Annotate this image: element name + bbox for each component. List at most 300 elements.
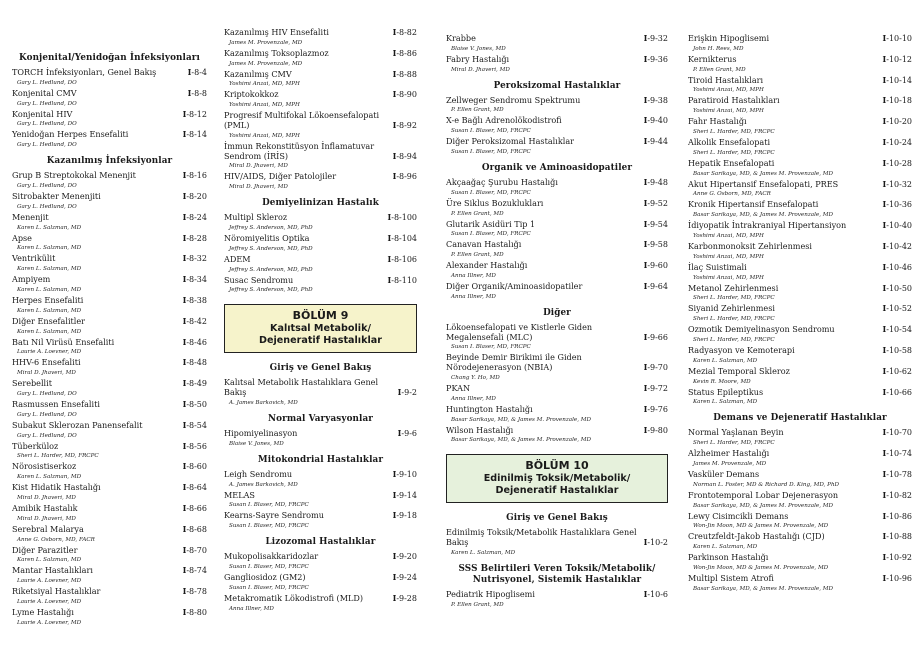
entry-title: Riketsiyal Hastalıklar xyxy=(12,586,101,597)
entry-author: Basar Sarikaya, MD, & James M. Provenzale, MD xyxy=(693,170,833,177)
toc-entry-line xyxy=(224,429,417,439)
entry-page-number: -9-44 xyxy=(647,137,668,147)
entry-page xyxy=(183,213,207,223)
toc-entry-line xyxy=(446,96,668,106)
toc-entry-line xyxy=(688,388,912,398)
toc-entry-line xyxy=(688,96,912,106)
entry-page-prefix: I xyxy=(182,108,187,119)
entry-page xyxy=(882,388,912,398)
entry-author: Karen L. Salzman, MD xyxy=(17,474,82,481)
toc-entry xyxy=(446,55,668,76)
entry-title: Creutzfeldt-Jakob Hastalığı (CJD) xyxy=(688,531,825,542)
entry-author: Basar Sarikaya, MD, & James M. Provenzale, MD xyxy=(693,502,833,509)
entry-page-number: -10-28 xyxy=(886,158,912,168)
entry-page-number: -8-28 xyxy=(186,233,207,243)
entry-page-number: -8-20 xyxy=(186,191,207,201)
entry-author: Gary L. Hedlund, DO xyxy=(17,142,77,149)
entry-page xyxy=(882,159,912,169)
entry-title: Lewy Cisimcikli Demans xyxy=(688,510,789,521)
toc-entry-line xyxy=(446,240,668,250)
toc-entry-line xyxy=(224,491,417,501)
toc-entry xyxy=(446,261,668,282)
entry-page xyxy=(882,76,912,86)
entry-page-number: -9-72 xyxy=(647,383,668,393)
entry-page-number: -8-92 xyxy=(396,120,417,130)
entry-page xyxy=(882,346,912,356)
entry-author: Gary L. Hedlund, DO xyxy=(17,203,77,210)
entry-page xyxy=(882,117,912,127)
entry-page-number: -9-54 xyxy=(647,219,668,229)
entry-page-prefix: I xyxy=(643,537,648,548)
toc-entry xyxy=(224,49,417,70)
entry-page-prefix: I xyxy=(182,606,187,617)
entry-title: Serebral Malarya xyxy=(12,523,84,534)
entry-page xyxy=(644,282,668,292)
entry-author: Susan I. Blaser, MD, FRCPC xyxy=(451,189,531,196)
entry-page-prefix: I xyxy=(643,53,648,64)
entry-page-number: -10-96 xyxy=(886,573,912,583)
entry-author: Susan I. Blaser, MD, FRCPC xyxy=(451,231,531,238)
toc-entry xyxy=(12,442,207,463)
toc-entry xyxy=(224,378,417,409)
entry-page-prefix: I xyxy=(387,253,392,264)
entry-page-prefix: I xyxy=(182,170,187,181)
entry-title: Kronik Hipertansif Ensefalopati xyxy=(688,199,819,210)
entry-title: Rasmussen Ensefaliti xyxy=(12,398,100,409)
entry-page-number: -10-54 xyxy=(886,325,912,335)
toc-entry xyxy=(12,421,207,442)
entry-page-number: -9-36 xyxy=(647,54,668,64)
entry-page-number: -8-68 xyxy=(186,524,207,534)
entry-page-number: -8-104 xyxy=(391,233,417,243)
toc-entry xyxy=(688,34,912,55)
entry-page xyxy=(393,152,417,162)
toc-entry-line xyxy=(12,275,207,285)
entry-page-number: -8-46 xyxy=(186,337,207,347)
entry-page-number: -8-74 xyxy=(186,566,207,576)
entry-page xyxy=(882,532,912,542)
toc-entry-line xyxy=(12,421,207,431)
entry-author: Gary L. Hedlund, DO xyxy=(17,390,77,397)
entry-page-number: -9-76 xyxy=(647,404,668,414)
section-heading: SSS Belirtileri Veren Toksik/Metabolik/ Nutrisyonel, Sistemik Hastalıklar xyxy=(458,563,656,585)
entry-page-prefix: I xyxy=(882,303,887,314)
entry-page-prefix: I xyxy=(643,136,648,147)
entry-title: Akut Hipertansif Ensefalopati, PRES xyxy=(688,178,839,189)
toc-entry xyxy=(446,282,668,303)
toc-entry-line xyxy=(446,55,668,65)
entry-page-number: -10-62 xyxy=(886,366,912,376)
entry-title: Konjenital HIV xyxy=(12,108,73,119)
entry-title: Lökoensefalopati ve Kistlerle Giden Megalensefali (MLC) xyxy=(446,321,593,342)
chapter-box xyxy=(446,454,668,503)
entry-title: Mezial Temporal Skleroz xyxy=(688,365,790,376)
entry-author: A. James Barkovich, MD xyxy=(229,399,298,406)
entry-page-prefix: I xyxy=(397,427,402,438)
entry-title: Tüberküloz xyxy=(12,440,59,451)
entry-page-number: -8-80 xyxy=(186,607,207,617)
entry-page-number: -8-66 xyxy=(186,503,207,513)
entry-page-number: -10-42 xyxy=(886,241,912,251)
toc-entry-line xyxy=(446,261,668,271)
toc-entry-line xyxy=(224,28,417,38)
entry-page-number: -9-32 xyxy=(647,34,668,43)
entry-page-prefix: I xyxy=(182,357,187,368)
entry-page xyxy=(393,49,417,59)
section-heading: Konjenital/Yenidoğan İnfeksiyonları xyxy=(19,53,200,63)
toc-column-4 xyxy=(688,0,912,670)
entry-page xyxy=(183,234,207,244)
entry-page xyxy=(644,178,668,188)
entry-author: Kevin R. Moore, MD xyxy=(693,378,751,385)
toc-entry xyxy=(12,254,207,275)
entry-page-prefix: I xyxy=(392,47,397,58)
toc-entry xyxy=(688,284,912,305)
entry-page-prefix: I xyxy=(182,544,187,555)
toc-entry-line xyxy=(224,49,417,59)
entry-page-prefix: I xyxy=(882,386,887,397)
entry-page xyxy=(644,116,668,126)
entry-author: Laurie A. Loevner, MD xyxy=(17,619,82,626)
section-heading: Lizozomal Hastalıklar xyxy=(265,537,376,548)
entry-page-prefix: I xyxy=(882,531,887,542)
entry-author: Yoshimi Anzai, MD, MPH xyxy=(693,87,764,94)
entry-author: Anna Illner, MD xyxy=(451,395,496,402)
entry-page-number: -10-74 xyxy=(886,449,912,459)
section-heading: Giriş ve Genel Bakış xyxy=(506,513,608,524)
entry-author: Yoshimi Anzai, MD, MPH xyxy=(693,274,764,281)
toc-entry xyxy=(12,462,207,483)
entry-title: Canavan Hastalığı xyxy=(446,239,522,250)
entry-page-number: -9-48 xyxy=(647,177,668,187)
entry-page-prefix: I xyxy=(882,261,887,272)
entry-page-prefix: I xyxy=(392,592,397,603)
entry-title: Metakromatik Lökodistrofi (MLD) xyxy=(224,592,364,603)
toc-entry-line xyxy=(224,276,417,286)
entry-page-number: -9-80 xyxy=(647,425,668,435)
entry-page-prefix: I xyxy=(182,294,187,305)
entry-title: Diğer Ensefalitler xyxy=(12,315,86,326)
entry-author: Susan I. Blaser, MD, FRCPC xyxy=(451,128,531,135)
entry-page-number: -8-100 xyxy=(391,213,417,223)
toc-entry xyxy=(688,428,912,449)
toc-entry-line xyxy=(12,546,207,556)
entry-page-number: -10-10 xyxy=(886,34,912,43)
entry-author: Won-Jin Moon, MD & James M. Provenzale, MD xyxy=(693,564,829,571)
entry-title: Kalıtsal Metabolik Hastalıklara Genel Bakış xyxy=(224,377,379,398)
entry-page-prefix: I xyxy=(643,218,648,229)
toc-entry xyxy=(446,96,668,117)
entry-page-number: -10-40 xyxy=(886,221,912,231)
toc-entry-line xyxy=(688,263,912,273)
toc-entry xyxy=(446,137,668,158)
entry-page-prefix: I xyxy=(182,419,187,430)
entry-title: Hepatik Ensefalopati xyxy=(688,157,775,168)
entry-page xyxy=(882,367,912,377)
entry-page-number: -8-82 xyxy=(396,28,417,37)
entry-author: Anna Illner, MD xyxy=(451,293,496,300)
toc-entry xyxy=(688,221,912,242)
entry-page-prefix: I xyxy=(882,552,887,563)
toc-entry-line xyxy=(688,76,912,86)
entry-page-number: -9-6 xyxy=(401,428,417,438)
entry-page-number: -9-28 xyxy=(396,593,417,603)
toc-entry xyxy=(224,70,417,91)
entry-page xyxy=(644,199,668,209)
entry-page-prefix: I xyxy=(187,87,192,98)
entry-title: Pediatrik Hipoglisemi xyxy=(446,588,535,599)
entry-page-prefix: I xyxy=(643,280,648,291)
entry-page-prefix: I xyxy=(387,274,392,285)
entry-page xyxy=(882,553,912,563)
toc-entry-line xyxy=(688,200,912,210)
entry-title: Ozmotik Demiyelinasyon Sendromu xyxy=(688,324,835,335)
entry-title: PKAN xyxy=(446,382,471,393)
entry-page xyxy=(644,261,668,271)
entry-page xyxy=(393,552,417,562)
entry-title: Nörosistiserkoz xyxy=(12,461,77,472)
entry-page-prefix: I xyxy=(643,362,648,373)
toc-entry-line xyxy=(446,323,668,343)
entry-page-prefix: I xyxy=(643,94,648,105)
entry-author: P. Ellen Grant, MD xyxy=(451,601,504,608)
entry-page-prefix: I xyxy=(182,253,187,264)
entry-page-number: -9-20 xyxy=(396,552,417,562)
entry-author: Yoshimi Anzai, MD, MPH xyxy=(693,108,764,115)
toc-entry xyxy=(12,379,207,400)
entry-page xyxy=(644,333,668,343)
entry-page xyxy=(644,405,668,415)
entry-page-number: -9-14 xyxy=(396,490,417,500)
entry-page xyxy=(882,138,912,148)
entry-title: İlaç Suistimali xyxy=(688,261,747,272)
entry-page-number: -8-34 xyxy=(186,275,207,285)
entry-page xyxy=(644,426,668,436)
entry-author: Susan I. Blaser, MD, FRCPC xyxy=(229,584,309,591)
entry-page xyxy=(644,137,668,147)
entry-page-prefix: I xyxy=(182,482,187,493)
chapter-title-line: Dejeneratif Hastalıklar xyxy=(495,485,619,497)
toc-entry-line xyxy=(688,367,912,377)
toc-entry-line xyxy=(446,220,668,230)
entry-page-number: -10-66 xyxy=(886,387,912,397)
entry-page xyxy=(183,400,207,410)
entry-page xyxy=(882,325,912,335)
toc-entry xyxy=(688,346,912,367)
toc-entry xyxy=(688,532,912,553)
entry-page-prefix: I xyxy=(643,176,648,187)
entry-page xyxy=(183,421,207,431)
entry-page xyxy=(393,594,417,604)
entry-page-number: -8-12 xyxy=(186,109,207,119)
entry-author: Gary L. Hedlund, DO xyxy=(17,79,77,86)
toc-entry-line xyxy=(224,255,417,265)
entry-page-number: -10-32 xyxy=(886,179,912,189)
toc-entry-line xyxy=(224,594,417,604)
toc-entry-line xyxy=(688,159,912,169)
section-heading: Giriş ve Genel Bakış xyxy=(269,363,372,374)
entry-page-number: -8-56 xyxy=(186,441,207,451)
toc-entry-line xyxy=(688,138,912,148)
entry-page-number: -8-49 xyxy=(186,379,207,389)
entry-author: John H. Rees, MD xyxy=(693,45,744,52)
entry-page-number: -8-48 xyxy=(186,358,207,368)
entry-page-number: -10-24 xyxy=(886,137,912,147)
toc-entry xyxy=(224,234,417,255)
toc-entry-line xyxy=(688,553,912,563)
entry-title: Hipomiyelinasyon xyxy=(224,427,298,438)
toc-entry xyxy=(224,213,417,234)
entry-author: Karen L. Salzman, MD xyxy=(17,245,82,252)
toc-entry-line xyxy=(224,111,417,131)
toc-entry xyxy=(446,426,668,447)
entry-page xyxy=(183,587,207,597)
toc-entry xyxy=(688,512,912,533)
toc-entry-line xyxy=(688,491,912,501)
entry-page-prefix: I xyxy=(182,129,187,140)
section-heading: Mitokondrial Hastalıklar xyxy=(257,454,384,465)
toc-entry-line xyxy=(688,304,912,314)
entry-title: Leigh Sendromu xyxy=(224,468,293,479)
entry-page-prefix: I xyxy=(882,95,887,106)
entry-author: Yoshimi Anzai, MD, MPH xyxy=(229,132,300,139)
entry-page-number: -8-50 xyxy=(186,399,207,409)
entry-author: Anne G. Osborn, MD, FACR xyxy=(693,191,771,198)
toc-entry-line xyxy=(688,34,912,44)
entry-page xyxy=(183,317,207,327)
entry-title: Beyinde Demir Birikimi ile Giden Nörodejenerasyon (NBIA) xyxy=(446,352,582,373)
toc-entry-line xyxy=(446,137,668,147)
entry-page-number: -9-52 xyxy=(647,198,668,208)
entry-page-prefix: I xyxy=(182,232,187,243)
entry-author: Basar Sarikaya, MD, & James M. Provenzale, MD xyxy=(693,585,833,592)
entry-page-prefix: I xyxy=(882,344,887,355)
toc-entry-line xyxy=(688,470,912,480)
entry-page-number: -8-88 xyxy=(396,69,417,79)
toc-entry xyxy=(688,553,912,574)
entry-page xyxy=(882,428,912,438)
toc-entry-line xyxy=(12,213,207,223)
entry-title: HHV-6 Ensefaliti xyxy=(12,357,81,368)
entry-author: Anna Illner, MD xyxy=(451,272,496,279)
entry-title: TORCH İnfeksiyonları, Genel Bakış xyxy=(12,67,157,77)
entry-page-prefix: I xyxy=(882,572,887,583)
entry-title: Status Epileptikus xyxy=(688,386,764,397)
entry-title: Karbonmonoksit Zehirlenmesi xyxy=(688,240,812,251)
toc-entry-line xyxy=(224,172,417,182)
toc-entry-line xyxy=(12,566,207,576)
toc-entry-line xyxy=(12,338,207,348)
entry-author: Sheri L. Harder, MD, FRCPC xyxy=(693,336,775,343)
entry-page xyxy=(188,68,207,78)
entry-author: James M. Provenzale, MD xyxy=(693,460,767,467)
toc-entry xyxy=(12,608,207,629)
entry-title: Kearns-Sayre Sendromu xyxy=(224,510,324,521)
entry-page xyxy=(882,180,912,190)
entry-page xyxy=(882,491,912,501)
toc-entry-line xyxy=(12,504,207,514)
entry-author: P. Ellen Grant, MD xyxy=(451,210,504,217)
toc-entry xyxy=(12,68,207,89)
entry-page xyxy=(398,388,417,398)
toc-entry-line xyxy=(12,358,207,368)
entry-page-number: -9-66 xyxy=(647,332,668,342)
entry-page-prefix: I xyxy=(882,199,887,210)
entry-page xyxy=(183,525,207,535)
entry-page-prefix: I xyxy=(387,212,392,223)
entry-page-prefix: I xyxy=(882,136,887,147)
entry-author: Sheri L. Harder, MD, FRCPC xyxy=(693,128,775,135)
entry-page-number: -10-78 xyxy=(886,469,912,479)
entry-title: Mukopolisakkaridozlar xyxy=(224,551,319,562)
toc-entry xyxy=(224,573,417,594)
entry-author: Gary L. Hedlund, DO xyxy=(17,121,77,128)
toc-entry xyxy=(12,483,207,504)
entry-page-prefix: I xyxy=(882,365,887,376)
section-heading: Demans ve Dejeneratif Hastalıklar xyxy=(713,413,887,424)
entry-title: Susac Sendromu xyxy=(224,274,294,285)
entry-author: Miral D. Jhaveri, MD xyxy=(229,163,288,170)
entry-page xyxy=(393,90,417,100)
entry-page xyxy=(393,470,417,480)
toc-entry xyxy=(688,470,912,491)
toc-entry-line xyxy=(446,178,668,188)
entry-page-prefix: I xyxy=(392,150,397,161)
entry-author: Basar Sarikaya, MD, & James M. Provenzale, MD xyxy=(451,416,591,423)
entry-author: Blaise V. Jones, MD xyxy=(229,440,284,447)
entry-author: James M. Provenzale, MD xyxy=(229,39,303,46)
entry-page xyxy=(882,221,912,231)
entry-author: Anne G. Osborn, MD, FACR xyxy=(17,536,95,543)
entry-title: Menenjit xyxy=(12,211,49,222)
toc-entry xyxy=(12,587,207,608)
toc-entry-line xyxy=(446,384,668,394)
toc-entry xyxy=(224,142,417,173)
entry-page-prefix: I xyxy=(643,239,648,250)
entry-author: Susan I. Blaser, MD, FRCPC xyxy=(229,523,309,530)
entry-page xyxy=(183,566,207,576)
toc-entry-line xyxy=(12,254,207,264)
chapter-box xyxy=(224,304,417,353)
entry-page-prefix: I xyxy=(882,53,887,64)
toc-entry xyxy=(688,76,912,97)
entry-author: Gary L. Hedlund, DO xyxy=(17,182,77,189)
entry-page-number: -8-42 xyxy=(186,316,207,326)
entry-page-number: -9-60 xyxy=(647,261,668,271)
entry-page-number: -10-58 xyxy=(886,345,912,355)
toc-entry-line xyxy=(12,234,207,244)
entry-page xyxy=(387,255,417,265)
entry-page-prefix: I xyxy=(397,387,402,398)
entry-title: Serebellit xyxy=(12,378,52,389)
entry-page xyxy=(183,254,207,264)
toc-entry-line xyxy=(12,317,207,327)
entry-page-number: -10-36 xyxy=(886,200,912,210)
toc-column-3 xyxy=(446,0,668,670)
toc-entry xyxy=(446,405,668,426)
toc-entry-line xyxy=(446,282,668,292)
toc-entry xyxy=(688,574,912,595)
entry-title: Diğer Organik/Aminoasidopatiler xyxy=(446,280,583,291)
entry-author: Laurie A. Loevner, MD xyxy=(17,578,82,585)
toc-entry-line xyxy=(12,296,207,306)
toc-entry xyxy=(688,117,912,138)
entry-page xyxy=(183,275,207,285)
entry-author: Basar Sarikaya, MD, & James M. Provenzale, MD xyxy=(693,212,833,219)
toc-entry xyxy=(446,178,668,199)
toc-entry-line xyxy=(12,608,207,618)
entry-page-prefix: I xyxy=(882,427,887,438)
